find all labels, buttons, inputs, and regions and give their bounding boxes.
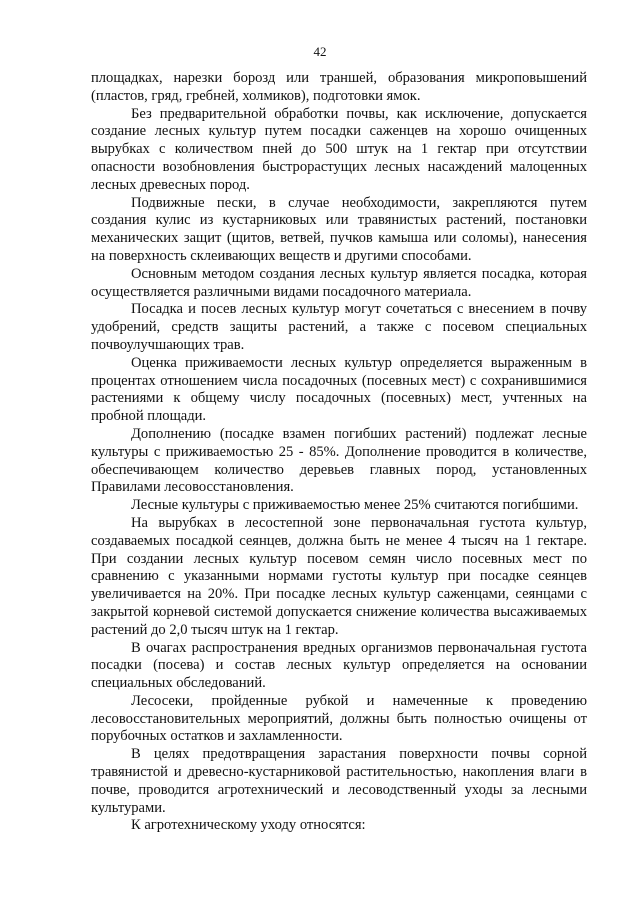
paragraph: В очагах распространения вредных организмов первоначальная густота посадки (посева) и состав лесных культур определяется на основании специальных обследований. <box>91 639 587 692</box>
paragraph: Основным методом создания лесных культур является посадка, которая осуществляется различными видами посадочного материала. <box>91 265 587 300</box>
paragraph: На вырубках в лесостепной зоне первоначальная густота культур, создаваемых посадкой сеянцев, должна быть не менее 4 тысяч на 1 гектаре. При создании лесных культур посевом семян число посевных мест по сравнению с указанными нормами густоты культур при посадке сеянцев увеличивается на 20%. При посадке лесных культур саженцами, сеянцами с закрытой корневой системой допускается снижение количества высаживаемых растений до 2,0 тысяч штук на 1 гектар. <box>91 514 587 638</box>
paragraph: Оценка приживаемости лесных культур определяется выраженным в процентах отношением числа посадочных (посевных мест) с сохранившимися растениями к общему числу посадочных (посевных) мест, учтенных на пробной площади. <box>91 354 587 425</box>
paragraph: К агротехническому уходу относятся: <box>131 817 366 834</box>
paragraph: Без предварительной обработки почвы, как исключение, допускается создание лесных культур путем посадки саженцев на хорошо очищенных вырубках с количеством пней до 500 штук на 1 гектар при отсутствии опасности возобновления быстрорастущих лесных насаждений малоценных лесных древесных пород. <box>91 105 587 193</box>
paragraph: В целях предотвращения зарастания поверхности почвы сорной травянистой и древесно-кустарниковой растительностью, накопления влаги в почве, проводится агротехнический и лесоводственный уходы за лесными культурами. <box>91 746 587 816</box>
document-body <box>91 70 587 835</box>
paragraph: Подвижные пески, в случае необходимости, закрепляются путем создания кулис из кустарниковых или травянистых растений, постановки механических защит (щитов, ветвей, пучков камыша или соломы), нанесения на поверхность склеивающих веществ и другими способами. <box>91 194 587 264</box>
paragraph: Дополнению (посадке взамен погибших растений) подлежат лесные культуры с приживаемостью 25 - 85%. Дополнение проводится в количестве, обеспечивающем количество деревьев главных пород, установленных Правилами лесовосстановления. <box>91 425 587 496</box>
paragraph-continuation: площадках, нарезки борозд или траншей, образования микроповышений (пластов, гряд, гребней, холмиков), подготовки ямок. <box>91 70 587 104</box>
paragraph: Лесосеки, пройденные рубкой и намеченные к проведению лесовосстановительных мероприятий, должны быть полностью очищены от порубочных остатков и захламленности. <box>91 692 587 745</box>
paragraph: Посадка и посев лесных культур могут сочетаться с внесением в почву удобрений, средств защиты растений, а также с посевом специальных почвоулучшающих трав. <box>91 301 587 353</box>
paragraph: Лесные культуры с приживаемостью менее 25% считаются погибшими. <box>131 497 579 514</box>
page-number: 42 <box>313 44 327 59</box>
